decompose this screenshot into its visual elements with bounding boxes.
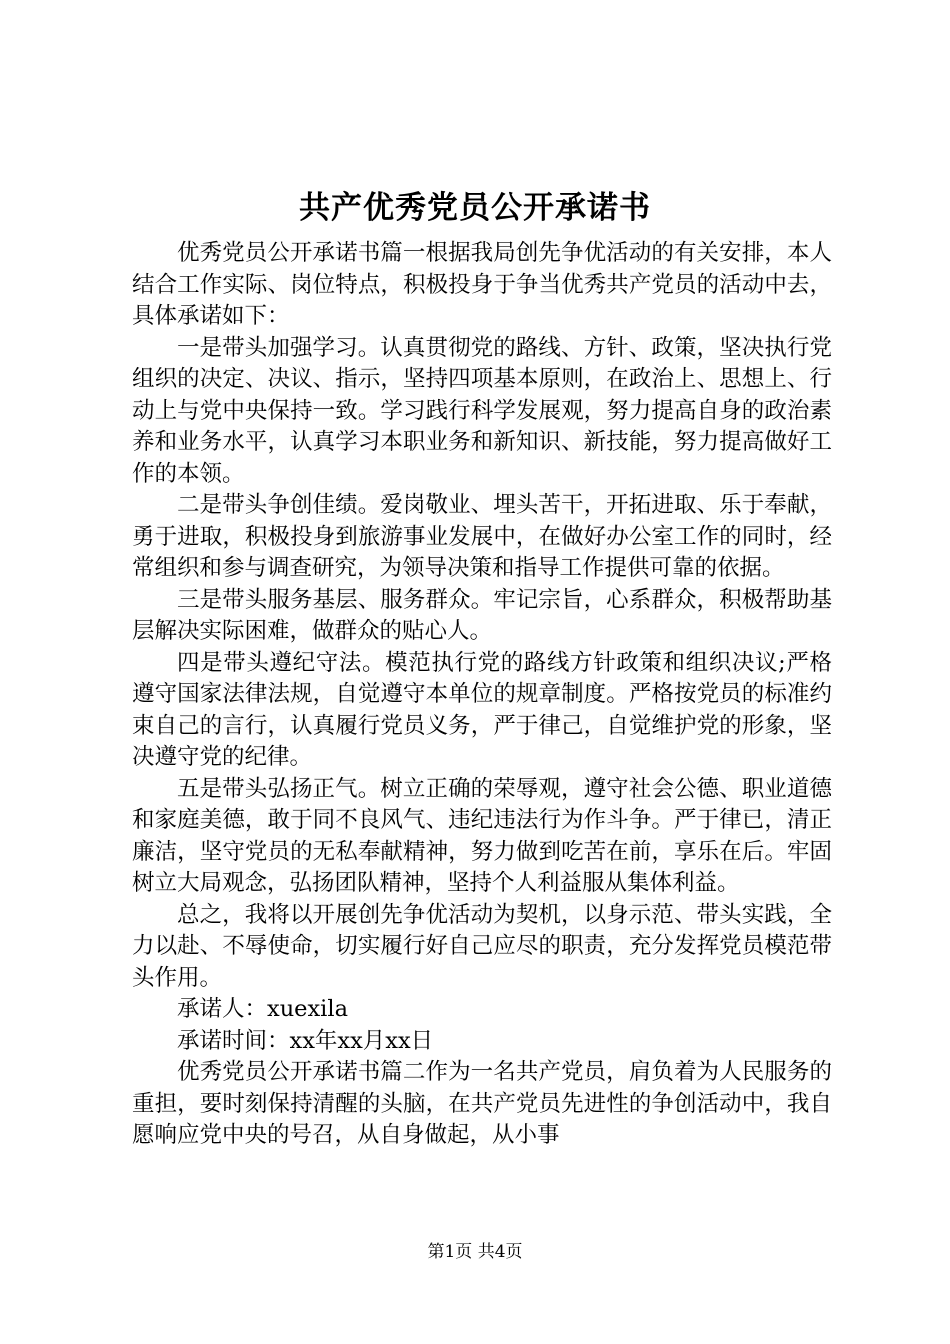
paragraph-intro: 优秀党员公开承诺书篇一根据我局创先争优活动的有关安排，本人结合工作实际、岗位特点，积极投身于争当优秀共产党员的活动中去，具体承诺如下：: [132, 240, 832, 329]
paragraph-study: 一是带头加强学习。认真贯彻党的路线、方针、政策，坚决执行党组织的决定、决议、指示，坚持四项基本原则，在政治上、思想上、行动上与党中央保持一致。学习践行科学发展观，努力提高自身的政治素养和业务水平，认真学习本职业务和新知识、新技能，努力提高做好工作的本领。: [132, 334, 832, 487]
paragraph-discipline: 四是带头遵纪守法。模范执行党的路线方针政策和组织决议;严格遵守国家法律法规，自觉遵守本单位的规章制度。严格按党员的标准约束自己的言行，认真履行党员义务，严于律己，自觉维护党的形象，坚决遵守党的纪律。: [132, 649, 832, 770]
signer-line: 承诺人：xuexila: [177, 996, 348, 1022]
document-body: [132, 238, 832, 1152]
paragraph-part-two: 优秀党员公开承诺书篇二作为一名共产党员，肩负着为人民服务的重担，要时刻保持清醒的头脑，在共产党员先进性的争创活动中，我自愿响应党中央的号召，从自身做起，从小事: [132, 1059, 832, 1148]
page-number: 第1页 共4页: [427, 1242, 523, 1262]
paragraph-summary: 总之，我将以开展创先争优活动为契机，以身示范、带头实践，全力以赴、不辱使命，切实履行好自己应尽的职责，充分发挥党员模范带头作用。: [132, 901, 832, 991]
paragraph-integrity: 五是带头弘扬正气。树立正确的荣辱观，遵守社会公德、职业道德和家庭美德，敢于同不良风气、违纪违法行为作斗争。严于律已，清正廉洁，坚守党员的无私奉献精神，努力做到吃苦在前，享乐在后。牢固树立大局观念，弘扬团队精神，坚持个人利益服从集体利益。: [132, 775, 832, 896]
paragraph-achievement: 二是带头争创佳绩。爱岗敬业、埋头苦干，开拓进取、乐于奉献，勇于进取，积极投身到旅游事业发展中，在做好办公室工作的同时，经常组织和参与调查研究，为领导决策和指导工作提供可靠的依据。: [132, 492, 832, 581]
paragraph-service: 三是带头服务基层、服务群众。牢记宗旨，心系群众，积极帮助基层解决实际困难，做群众的贴心人。: [132, 586, 832, 644]
document-title: 共产优秀党员公开承诺书: [299, 190, 651, 226]
date-line: 承诺时间：xx年xx月xx日: [177, 1027, 434, 1054]
